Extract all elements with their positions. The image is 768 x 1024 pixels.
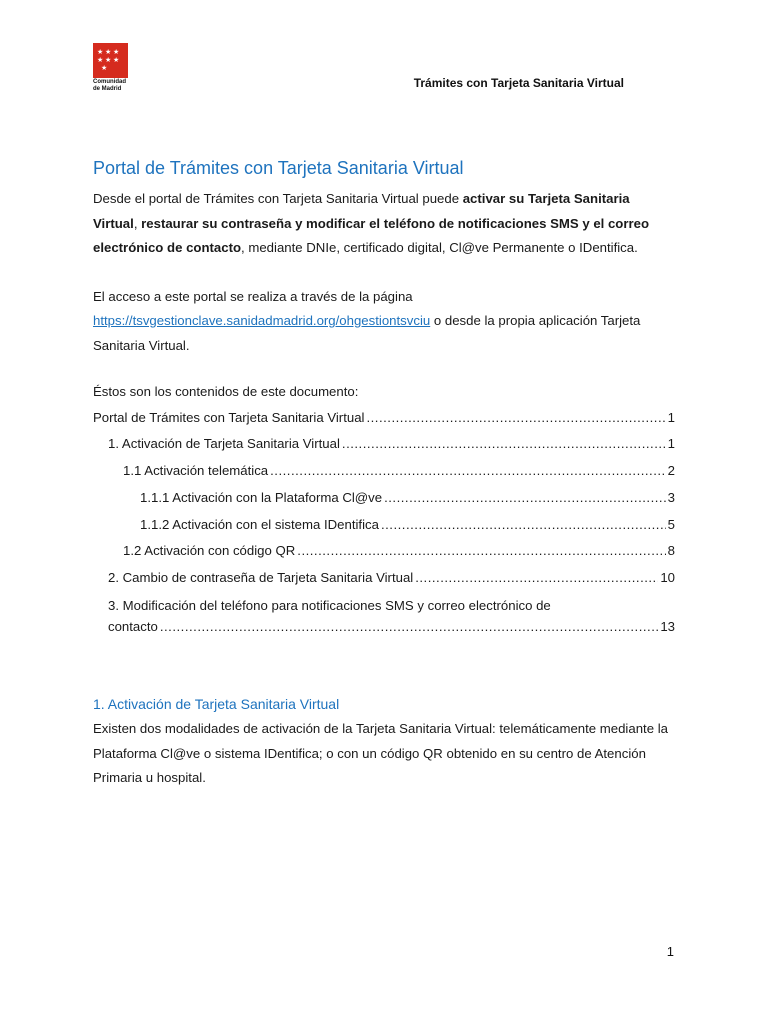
toc-item[interactable] (93, 512, 675, 539)
activation-paragraph: Existen dos modalidades de activación de la Tarjeta Sanitaria Virtual: telemáticamente mediante la Plataforma Cl@ve o sistema IDentifica; o con un código QR obtenido en su centro de Atención Primaria u hospital. (93, 721, 668, 786)
section-heading-portal: Portal de Trámites con Tarjeta Sanitaria Virtual (93, 158, 464, 178)
toc-item-label: 3. Modificación del teléfono para notificaciones SMS y correo electrónico de (108, 598, 551, 614)
comunidad-de-madrid-logo (93, 43, 128, 90)
toc-item[interactable] (93, 458, 675, 485)
toc-page-number: 8 (667, 543, 675, 559)
star-icon: ★ (97, 48, 104, 56)
intro-text: , (133, 215, 142, 231)
toc-leader-dots (381, 512, 666, 539)
toc-page-number: 10 (660, 570, 675, 586)
toc-item-label: contacto (108, 619, 158, 635)
toc-leader-dots (415, 565, 658, 592)
portal-url-link[interactable]: https://tsvgestionclave.sanidadmadrid.org/ohgestiontsvciu (93, 313, 431, 328)
intro-paragraph (93, 187, 675, 261)
toc-item[interactable] (93, 431, 675, 458)
toc-page-number: 1 (667, 409, 675, 425)
star-icon: ★ (101, 64, 108, 72)
toc-leader-dots (342, 431, 666, 458)
toc-page-number: 2 (667, 463, 675, 479)
toc-item-label: 1. Activación de Tarjeta Sanitaria Virtual (108, 436, 340, 452)
star-icon: ★ (105, 56, 112, 64)
toc-item-label: 1.1 Activación telemática (123, 463, 269, 479)
toc-item-label: 1.1.1 Activación con la Plataforma Cl@ve (140, 489, 383, 505)
logo-text-line1: Comunidad (93, 79, 126, 85)
intro-bold-restore: restaurar su contraseña y modificar el teléfono de notificaciones SMS y el correo electrónico de contacto (93, 215, 650, 255)
document-body (93, 155, 675, 791)
star-icon: ★ (105, 48, 112, 56)
toc-item[interactable] (93, 565, 675, 592)
access-paragraph (93, 285, 675, 359)
toc-leader-dots (270, 458, 666, 485)
toc-item[interactable] (93, 485, 675, 512)
star-icon: ★ (113, 56, 120, 64)
toc-page-number: 1 (667, 436, 675, 452)
toc-page-number: 3 (667, 489, 675, 505)
toc-item-label: 1.2 Activación con código QR (123, 543, 296, 559)
toc-item[interactable] (93, 405, 675, 432)
access-text: o desde la propia aplicación Tarjeta Sanitaria Virtual. (93, 313, 641, 353)
table-of-contents (93, 405, 675, 638)
header-title: Trámites con Tarjeta Sanitaria Virtual (413, 76, 624, 90)
toc-leader-dots (297, 538, 665, 565)
toc-item-label: Portal de Trámites con Tarjeta Sanitaria Virtual (93, 409, 365, 425)
star-icon: ★ (97, 56, 104, 64)
toc-page-number: 5 (667, 516, 675, 532)
toc-leader-dots (366, 405, 665, 432)
logo-text-line2: de Madrid (93, 86, 122, 92)
toc-item-label: 2. Cambio de contraseña de Tarjeta Sanitaria Virtual (108, 570, 414, 586)
toc-page-number: 13 (660, 619, 675, 635)
section-heading-activation: 1. Activación de Tarjeta Sanitaria Virtual (93, 696, 340, 713)
toc-item[interactable] (93, 538, 675, 565)
logo-red-square (93, 43, 128, 78)
toc-leader-dots (384, 485, 666, 512)
toc-leader-dots (160, 616, 658, 637)
star-icon: ★ (113, 48, 120, 56)
access-text: El acceso a este portal se realiza a través de la página (93, 288, 413, 304)
intro-text: Desde el portal de Trámites con Tarjeta Sanitaria Virtual puede (93, 191, 463, 206)
contents-intro: Éstos son los contenidos de este documento: (93, 384, 359, 399)
page-number: 1 (666, 944, 674, 959)
toc-item[interactable] (93, 595, 675, 637)
intro-bold-activate: activar su Tarjeta Sanitaria Virtual (93, 191, 630, 231)
toc-item-label: 1.1.2 Activación con el sistema IDentifica (140, 516, 379, 532)
intro-text: , mediante DNIe, certificado digital, Cl@ve Permanente o IDentifica. (241, 240, 638, 255)
